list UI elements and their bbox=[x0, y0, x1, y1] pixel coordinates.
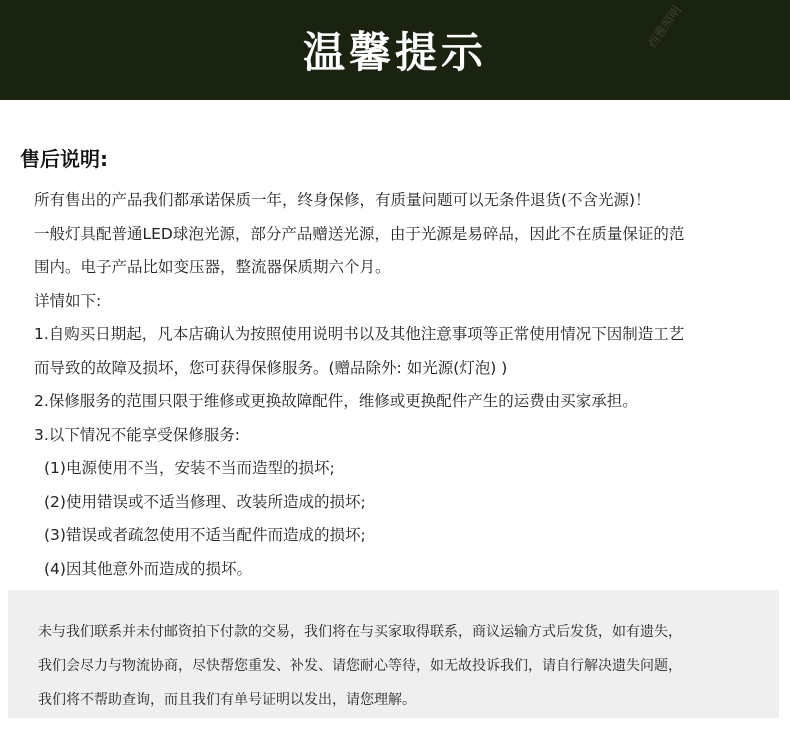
section-title: 售后说明: bbox=[20, 147, 108, 171]
content-line: 详情如下: bbox=[34, 291, 102, 310]
exclusion-item: (3)错误或者疏忽使用不适当配件而造成的损坏; bbox=[44, 526, 366, 544]
banner-title: 温馨提示 bbox=[302, 28, 487, 77]
watermark-text: 西雅照明 bbox=[644, 3, 684, 51]
content-line: 所有售出的产品我们都承诺保质一年，终身保修，有质量问题可以无条件退货(不含光源)！ bbox=[34, 191, 651, 209]
notice-line: 未与我们联系并未付邮资拍下付款的交易，我们将在与买家取得联系，商议运输方式后发货，如有遗失， bbox=[38, 624, 682, 640]
exclusion-item: (2)使用错误或不适当修理、改装所造成的损坏; bbox=[44, 492, 366, 511]
content-line: 1.自购买日期起，凡本店确认为按照使用说明书以及其他注意事项等正常使用情况下因制造工艺 bbox=[34, 325, 685, 343]
notice-line: 我们会尽力与物流协商，尽快帮您重发、补发、请您耐心等待，如无故投诉我们，请自行解决遗失问题， bbox=[38, 658, 682, 674]
after-sales-content bbox=[34, 184, 764, 586]
header-banner bbox=[0, 0, 790, 100]
content-line: 围内。电子产品比如变压器，整流器保质期六个月。 bbox=[34, 258, 391, 276]
exclusion-item: (4)因其他意外而造成的损坏。 bbox=[44, 559, 252, 578]
exclusion-item: (1)电源使用不当，安装不当而造型的损坏; bbox=[44, 459, 335, 477]
content-line: 2.保修服务的范围只限于维修或更换故障配件，维修或更换配件产生的运费由买家承担。 bbox=[34, 392, 638, 410]
shipping-notice-box bbox=[8, 590, 779, 718]
content-line: 而导致的故障及损坏，您可获得保修服务。(赠品除外: 如光源(灯泡) ) bbox=[34, 358, 508, 377]
content-line: 一般灯具配普通LED球泡光源，部分产品赠送光源，由于光源是易碎品，因此不在质量保证的范 bbox=[34, 224, 685, 243]
content-line: 3.以下情况不能享受保修服务: bbox=[34, 425, 241, 444]
notice-line: 我们将不帮助查询，而且我们有单号证明以发出，请您理解。 bbox=[38, 692, 416, 708]
